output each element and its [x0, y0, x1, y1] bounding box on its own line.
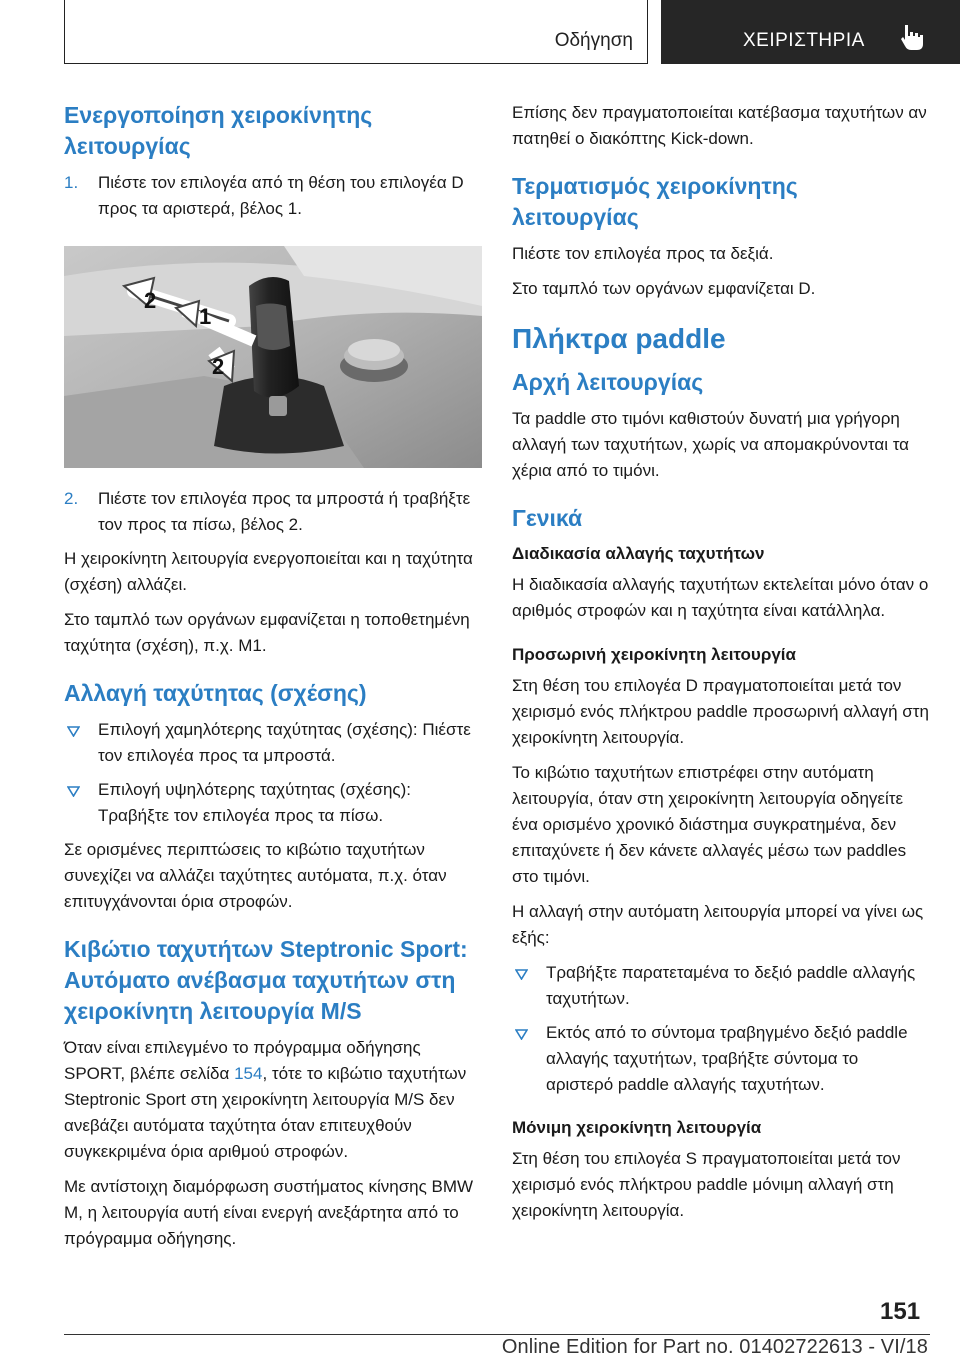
paragraph-display: Στο ταμπλό των οργάνων εμφανίζεται η τοποθετημένη ταχύτητα (σχέση), π.χ. M1. [64, 610, 470, 655]
paragraph-bmw-m: Με αντίστοιχη διαμόρφωση συστήματος κίνησης BMW M, η λειτουργία αυτή είναι ενεργή ανεξάρτητα από το πρόγραμμα οδήγησης. [64, 1177, 474, 1248]
heading-activate-manual: Ενεργοποίηση χειροκίνητης λειτουργίας [64, 102, 373, 159]
subheading-permanent-manual: Μόνιμη χειροκίνητη λειτουργία [512, 1118, 762, 1137]
paragraph-temporary-1: Στη θέση του επιλογέα D πραγματοποιείται μετά τον χειρισμό ενός πλήκτρου paddle προσωρινή αλλαγή στη χειροκίνητη λειτουργία. [512, 676, 929, 747]
heading-gear-change: Αλλαγή ταχύτητας (σχέσης) [64, 680, 367, 706]
heading-general: Γενικά [512, 505, 583, 531]
heading-principle: Αρχή λειτουργίας [512, 369, 704, 395]
triangle-bullet-icon [515, 1029, 528, 1040]
footer-divider [64, 1334, 930, 1335]
triangle-bullet-icon [67, 786, 80, 797]
arrow-label-1: 1 [199, 304, 212, 329]
heading-paddle-keys: Πλήκτρα paddle [512, 323, 726, 354]
right-column [512, 100, 930, 1233]
bullet-hold-right-paddle [512, 960, 930, 1012]
subheading-procedure: Διαδικασία αλλαγής ταχυτήτων [512, 544, 765, 563]
paragraph-temporary-3: Η αλλαγή στην αυτόματη λειτουργία μπορεί να γίνει ως εξής: [512, 902, 924, 947]
paragraph-sport-program [64, 1035, 482, 1165]
gear-selector-photo [64, 246, 482, 468]
paragraph-temporary-2: Το κιβώτιο ταχυτήτων επιστρέφει στην αυτόματη λειτουργία, όταν στη χειροκίνητη λειτουργία οδηγείτε ένα ορισμένο χρονικό διάστημα συγκρατημένα, δεν επιταχύνετε ή δεν κάνετε αλλαγές μέσω των paddles στο τιμόνι. [512, 763, 907, 886]
paragraph-end-2: Στο ταμπλό των οργάνων εμφανίζεται D. [512, 279, 816, 298]
step-text: Πιέστε τον επιλογέα προς τα μπροστά ή τραβήξτε τον προς τα πίσω, βέλος 2. [98, 489, 471, 534]
paragraph-permanent: Στη θέση του επιλογέα S πραγματοποιείται μετά τον χειρισμό ενός πλήκτρου paddle μόνιμη αλλαγή στη χειροκίνητη λειτουργία. [512, 1149, 901, 1220]
paragraph-auto-shift: Σε ορισμένες περιπτώσεις το κιβώτιο ταχυτήτων συνεχίζει να αλλάζει ταχύτητες αυτόματα, π.χ. όταν επιτυγχάνονται όρια στροφών. [64, 840, 447, 911]
bullet-lower-gear [64, 717, 482, 769]
paragraph-procedure: Η διαδικασία αλλαγής ταχυτήτων εκτελείται μόνο όταν ο αριθμός στροφών και η ταχύτητα είναι κατάλληλα. [512, 575, 929, 620]
page-reference-link[interactable]: 154 [234, 1064, 263, 1083]
paragraph-principle: Τα paddle στο τιμόνι καθιστούν δυνατή μια γρήγορη αλλαγή των ταχυτήτων, χωρίς να απομακρύνονται τα χέρια από το τιμόνι. [512, 409, 910, 480]
step-1 [64, 170, 482, 222]
bullet-higher-gear [64, 777, 482, 829]
bullet-text: Επιλογή χαμηλότερης ταχύτητας (σχέσης): Πιέστε τον επιλογέα προς τα μπροστά. [98, 720, 471, 765]
paragraph-end-1: Πιέστε τον επιλογέα προς τα δεξιά. [512, 244, 774, 263]
paragraph-kickdown: Επίσης δεν πραγματοποιείται κατέβασμα ταχυτήτων αν πατηθεί ο διακόπτης Kick-down. [512, 103, 927, 148]
text-part: , τότε το κιβώτιο ταχυτήτων Steptronic Sport στη χειροκίνητη λειτουργία M/S δεν ανεβάζει αυτόματα ταχύτητα όταν επιτευχθούν συγκεκριμένα όρια αριθμού στροφών. [64, 1064, 467, 1161]
hand-pointer-icon [897, 22, 927, 52]
triangle-bullet-icon [67, 726, 80, 737]
bullet-both-paddles [512, 1020, 930, 1098]
step-text: Πιέστε τον επιλογέα από τη θέση του επιλογέα D προς τα αριστερά, βέλος 1. [98, 173, 464, 218]
header-chapter-tab [661, 0, 960, 64]
bullet-text: Εκτός από το σύντομα τραβηγμένο δεξιό paddle αλλαγής ταχυτήτων, τραβήξτε σύντομα το αριστερό paddle αλλαγής ταχυτήτων. [546, 1023, 908, 1094]
step-number: 1. [64, 173, 79, 192]
header-section-title: Οδήγηση [554, 30, 633, 51]
arrow-label-2-top: 2 [144, 288, 157, 313]
header-chapter-title: ΧΕΙΡΙΣΤΗΡΙΑ [743, 30, 865, 51]
page-number: 151 [880, 1298, 921, 1325]
left-column [64, 100, 482, 1261]
bullet-text: Επιλογή υψηλότερης ταχύτητας (σχέσης): Τραβήξτε τον επιλογέα προς τα πίσω. [98, 780, 411, 825]
footer-edition: Online Edition for Part no. 01402722613 - VI/18 [501, 1336, 928, 1358]
heading-end-manual: Τερματισμός χειροκίνητης λειτουργίας [512, 173, 798, 230]
step-number: 2. [64, 489, 79, 508]
arrow-label-2-bottom: 2 [212, 354, 225, 379]
subheading-temporary-manual: Προσωρινή χειροκίνητη λειτουργία [512, 645, 796, 664]
step-2 [64, 486, 482, 538]
paragraph-activated: Η χειροκίνητη λειτουργία ενεργοποιείται και η ταχύτητα (σχέση) αλλάζει. [64, 549, 473, 594]
bullet-text: Τραβήξτε παρατεταμένα το δεξιό paddle αλλαγής ταχυτήτων. [546, 963, 916, 1008]
triangle-bullet-icon [515, 969, 528, 980]
heading-steptronic-sport: Κιβώτιο ταχυτήτων Steptronic Sport: Αυτόματο ανέβασμα ταχυτήτων στη χειροκίνητη λειτουργία M/S [64, 936, 468, 1024]
header-section-box [64, 0, 648, 64]
text-part: Όταν είναι επιλεγμένο το πρόγραμμα οδήγησης SPORT, βλέπε σελίδα [64, 1038, 421, 1083]
